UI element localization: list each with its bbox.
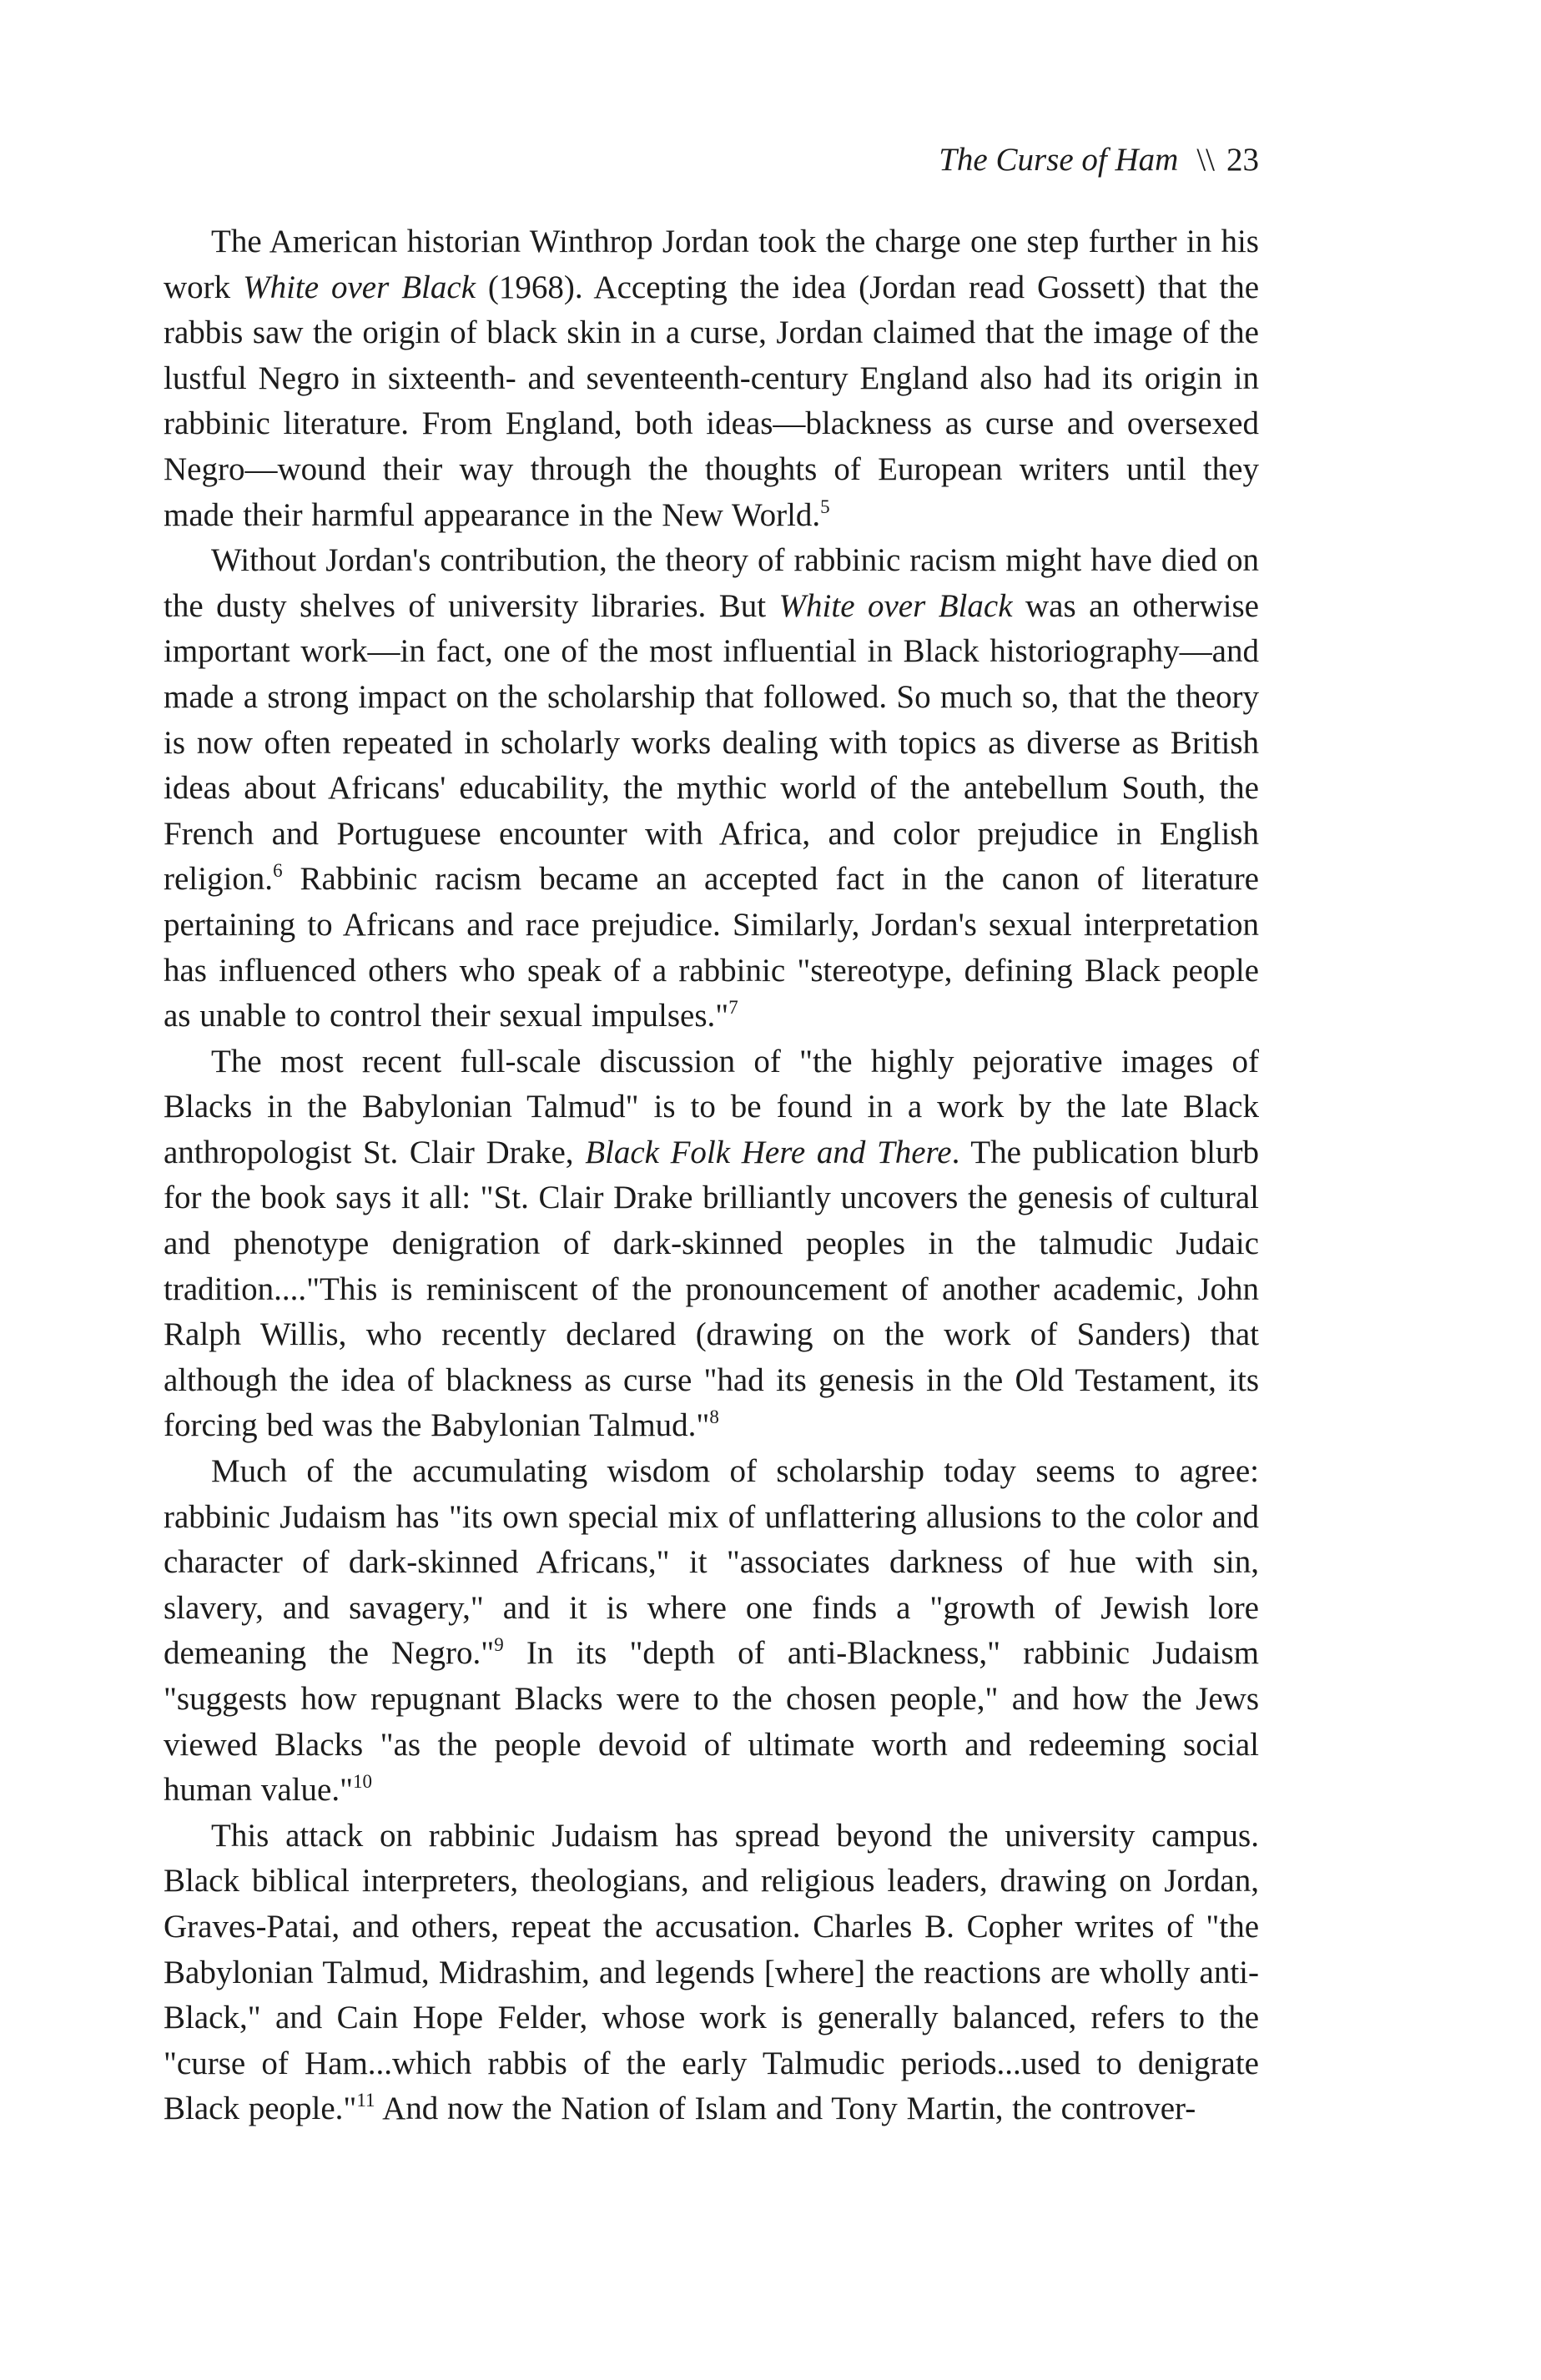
text-run: Without Jordan's contribution, the theory of rabbinic racism might have died on the dusty shelves of university libraries. But [164,542,1259,624]
running-head-separator: \\ [1196,142,1215,178]
text-run: The American historian Winthrop Jordan took the charge one step further in his work [164,224,1259,305]
text-run: . The publication blurb for the book says it all: "St. Clair Drake brilliantly uncovers the genesis of cultural and phenotype denigration of dark-skinned peoples in the talmudic Judaic tradition...."This is reminiscent of the pronouncement of another academic, John Ralph Willis, who recently declared (drawing on the work of Sanders) that although the idea of blackness as curse "had its genesis in the Old Testament, its forcing bed was the Babylonian Talmud." [164,1134,1259,1444]
footnote-ref: 8 [709,1406,719,1428]
footnote-ref: 10 [353,1771,373,1793]
footnote-ref: 7 [728,997,738,1019]
footnote-ref: 9 [494,1634,504,1656]
text-run: In its "depth of anti-Blackness," rabbinic Judaism "suggests how repugnant Blacks were to the chosen people," and how the Jews viewed Blacks "as the people devoid of ultimate worth and redeeming social human value." [164,1635,1259,1809]
paragraph [164,1814,1259,2132]
book-title: Black Folk Here and There [585,1134,952,1170]
body-text [164,219,1259,2132]
book-title: White over Black [778,587,1013,624]
text-run: was an otherwise important work—in fact, one of the most influential in Black historiography—and made a strong impact on the scholarship that followed. So much so, that the theory is now often repeated in scholarly works dealing with topics as diverse as British ideas about Africans' educability, the mythic world of the antebellum South, the French and Portuguese encounter with Africa, and color prejudice in English religion. [164,587,1259,898]
text-run: Much of the accumulating wisdom of scholarship today seems to agree: rabbinic Judaism has "its own special mix of unflattering allusions to the color and character of dark-skinned Africans," it "associates darkness of hue with sin, slavery, and savagery," and it is where one finds a "growth of Jewish lore demeaning the Negro." [164,1453,1259,1672]
text-run: The most recent full-scale discussion of "the highly pejorative images of Blacks in the Babylonian Talmud" is to be found in a work by the late Black anthropologist St. Clair Drake, [164,1043,1259,1170]
text-run: This attack on rabbinic Judaism has spread beyond the university campus. Black biblical interpreters, theologians, and religious leaders, drawing on Jordan, Graves-Patai, and others, repeat the accusation. Charles B. Copher writes of "the Babylonian Talmud, Midrashim, and legends [where] the reactions are wholly anti-Black," and Cain Hope Felder, whose work is generally balanced, refers to the "curse of Ham...which rabbis of the early Talmudic periods...used to denigrate Black people." [164,1817,1259,2127]
page-number: 23 [1226,142,1259,178]
footnote-ref: 5 [820,496,830,517]
book-title: White over Black [243,269,476,305]
paragraph [164,538,1259,1039]
text-run: Rabbinic racism became an accepted fact in the canon of literature pertaining to Africans and race prejudice. Similarly, Jordan's sexual interpretation has influenced others who speak of a rabbinic "stereotype, defining Black people as unable to control their sexual impulses." [164,861,1259,1034]
paragraph [164,219,1259,538]
paragraph [164,1039,1259,1449]
paragraph [164,1449,1259,1814]
running-head [939,143,1259,176]
footnote-ref: 11 [356,2090,375,2111]
text-run: (1968). Accepting the idea (Jordan read Gossett) that the rabbis saw the origin of black skin in a curse, Jordan claimed that the image of the lustful Negro in sixteenth- and seventeenth-century England also had its origin in rabbinic literature. From England, both ideas—blackness as curse and oversexed Negro—wound their way through the thoughts of European writers until they made their harmful appearance in the New World. [164,269,1260,533]
text-run: And now the Nation of Islam and Tony Martin, the controver- [375,2091,1196,2127]
footnote-ref: 6 [273,860,283,882]
running-head-title: The Curse of Ham [939,142,1179,178]
